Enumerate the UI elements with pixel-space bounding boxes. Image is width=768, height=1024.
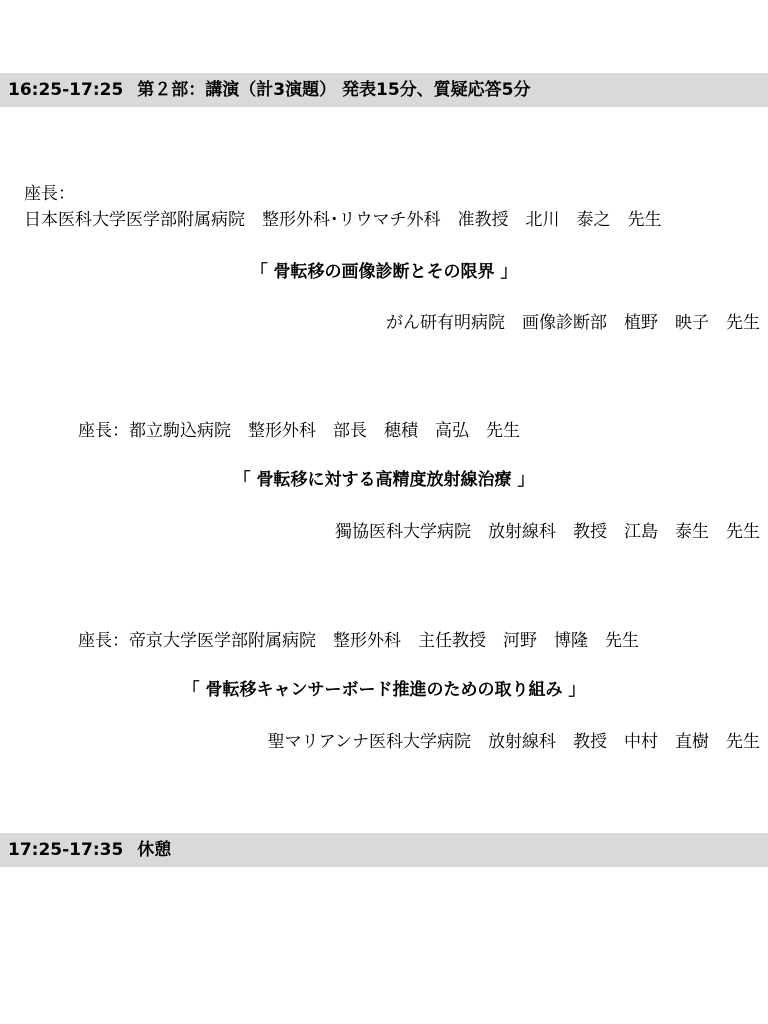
- talk-title: 「 骨転移に対する高精度放射線治療 」: [233, 470, 535, 490]
- chair-line: 日本医科大学医学部附属病院 整形外科･リウマチ外科 准教授 北川 泰之 先生: [24, 210, 662, 230]
- section-time: 16:25-17:25: [8, 80, 124, 100]
- chair-line: 座長：帝京大学医学部附属病院 整形外科 主任教授 河野 博隆 先生: [78, 631, 639, 651]
- section-header-break: [0, 833, 768, 867]
- section-time: 17:25-17:35: [8, 840, 124, 860]
- speaker-line: がん研有明病院 画像診断部 植野 映子 先生: [386, 313, 760, 333]
- section-header-part2: [0, 73, 768, 107]
- talk-title: 「 骨転移の画像診断とその限界 」: [250, 262, 518, 282]
- speaker-line: 獨協医科大学病院 放射線科 教授 江島 泰生 先生: [335, 522, 760, 542]
- section-title: 休憩: [137, 840, 172, 860]
- talk-title: 「 骨転移キャンサーボード推進のための取り組み 」: [182, 680, 586, 700]
- chair-line: 座長：都立駒込病院 整形外科 部長 穂積 高弘 先生: [78, 421, 520, 441]
- chair-label: 座長：: [24, 184, 75, 204]
- section-title: 第２部：講演（計3演題） 発表15分、質疑応答5分: [137, 80, 531, 100]
- speaker-line: 聖マリアンナ医科大学病院 放射線科 教授 中村 直樹 先生: [267, 732, 760, 752]
